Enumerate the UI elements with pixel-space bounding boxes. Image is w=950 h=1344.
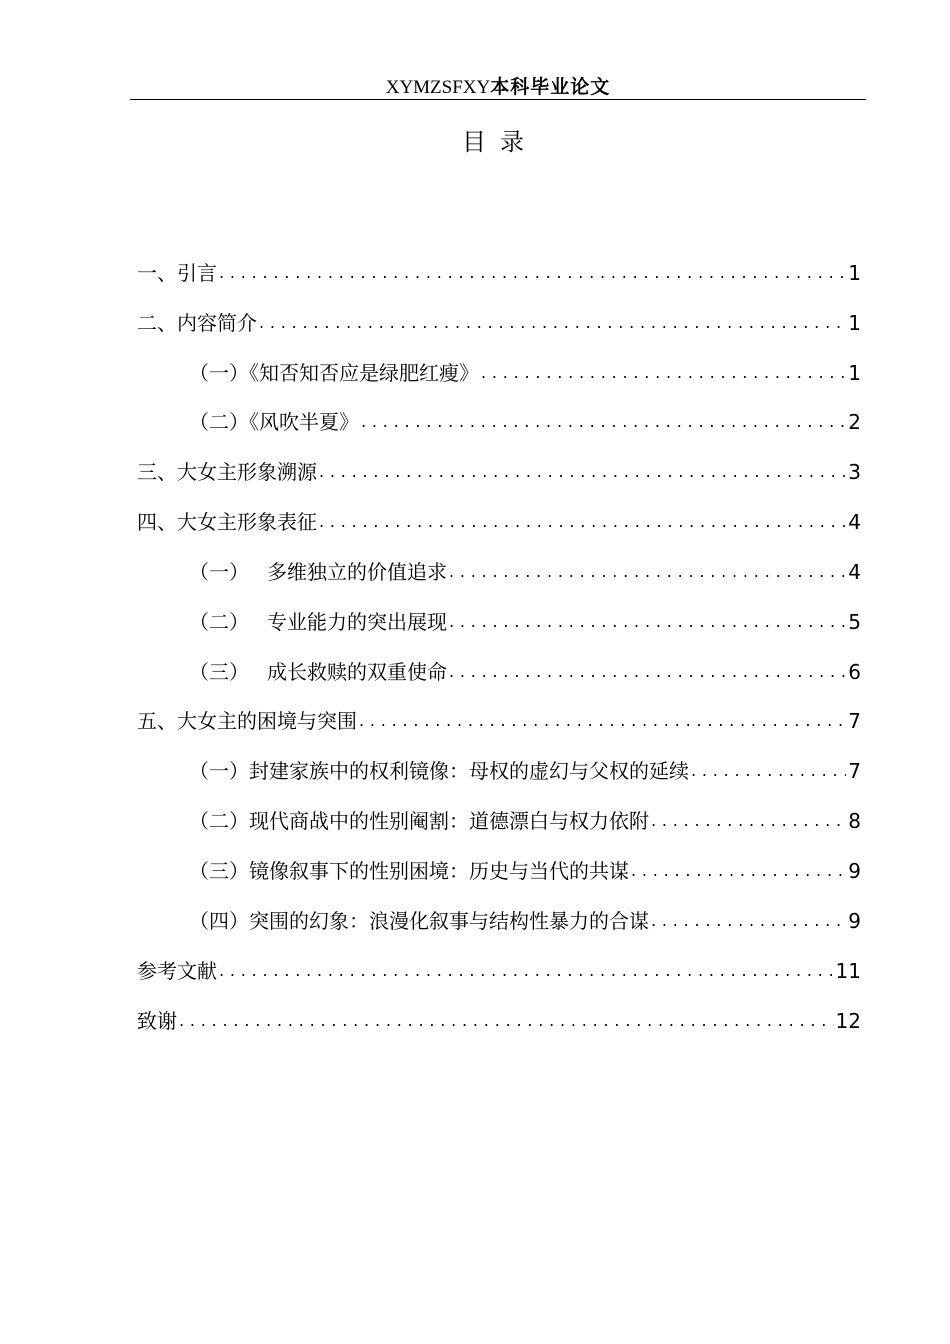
toc-entry[interactable] — [137, 733, 861, 783]
toc-leader — [319, 460, 846, 484]
toc-leader — [449, 610, 846, 634]
toc-entry-label: （四）突围的幻象：浪漫化叙事与结构性暴力的合谋 — [189, 908, 649, 933]
toc-entry-page: 6 — [848, 659, 861, 684]
toc-entry-label: 专业能力的突出展现 — [267, 609, 447, 634]
toc-entry-label: （一）封建家族中的权利镜像：母权的虚幻与父权的延续 — [189, 759, 689, 784]
toc-entry-page: 5 — [848, 609, 861, 634]
toc-entry[interactable] — [137, 235, 861, 285]
toc-leader — [319, 510, 846, 534]
toc-entry[interactable] — [137, 584, 861, 634]
running-header — [130, 74, 866, 100]
toc-entry-page: 1 — [848, 260, 861, 285]
toc-leader — [481, 361, 846, 385]
header-rule — [130, 99, 866, 100]
toc-entry[interactable] — [137, 983, 861, 1033]
toc-entry-page: 7 — [848, 709, 861, 734]
toc-entry[interactable] — [137, 335, 861, 385]
toc-entry-label: （三）镜像叙事下的性别困境：历史与当代的共谋 — [189, 858, 629, 883]
toc-entry-label: 二、内容简介 — [137, 310, 257, 335]
toc-entry[interactable] — [137, 634, 861, 684]
toc-leader — [361, 410, 846, 434]
toc-entry[interactable] — [137, 285, 861, 335]
toc-entry-label: 四、大女主形象表征 — [137, 510, 317, 535]
toc-entry-prefix: （一） — [189, 559, 249, 584]
toc-leader — [219, 261, 846, 285]
header-chinese: 本科毕业论文 — [490, 76, 611, 98]
toc-entry-page: 3 — [848, 460, 861, 485]
toc-entry-label: （一）《知否知否应是绿肥红瘦》 — [189, 360, 479, 385]
toc-leader — [219, 959, 834, 983]
toc-leader — [449, 560, 846, 584]
toc-entry-page: 4 — [848, 559, 861, 584]
toc-entry[interactable] — [137, 434, 861, 484]
toc-entry-page: 1 — [848, 310, 861, 335]
toc-entry-page: 9 — [848, 858, 861, 883]
toc-entry-label: 五、大女主的困境与突围 — [137, 709, 357, 734]
page-title: 目录 — [462, 128, 538, 156]
toc-entry-page: 9 — [848, 908, 861, 933]
toc-entry-page: 12 — [835, 1008, 861, 1033]
toc-entry[interactable] — [137, 534, 861, 584]
toc-entry[interactable] — [137, 385, 861, 435]
toc-entry-page: 2 — [848, 410, 861, 435]
toc-entry-label: 致谢 — [137, 1008, 177, 1033]
toc-entry-label: 参考文献 — [137, 958, 217, 983]
toc-entry-page: 4 — [848, 510, 861, 535]
toc-leader — [259, 311, 846, 335]
toc-leader — [651, 809, 846, 833]
toc-leader — [651, 909, 846, 933]
toc-leader — [359, 709, 846, 733]
toc-entry-page: 11 — [835, 958, 861, 983]
header-latin: XYMZSFXY — [385, 77, 491, 98]
table-of-contents — [137, 235, 861, 1033]
toc-leader — [631, 859, 846, 883]
toc-entry-prefix: （三） — [189, 659, 249, 684]
toc-entry-page: 8 — [848, 809, 861, 834]
toc-entry-page: 7 — [848, 759, 861, 784]
toc-entry[interactable] — [137, 484, 861, 534]
toc-entry-label: 多维独立的价值追求 — [267, 559, 447, 584]
toc-leader — [691, 759, 846, 783]
toc-entry-label: （二）现代商战中的性别阉割：道德漂白与权力依附 — [189, 809, 649, 834]
toc-entry[interactable] — [137, 933, 861, 983]
toc-entry-page: 1 — [848, 360, 861, 385]
toc-entry-label: （二）《风吹半夏》 — [189, 410, 359, 435]
toc-entry[interactable] — [137, 833, 861, 883]
toc-entry-prefix: （二） — [189, 609, 249, 634]
toc-entry[interactable] — [137, 684, 861, 734]
toc-entry-label: 一、引言 — [137, 260, 217, 285]
toc-entry[interactable] — [137, 783, 861, 833]
toc-entry[interactable] — [137, 883, 861, 933]
toc-entry-label: 成长救赎的双重使命 — [267, 659, 447, 684]
toc-leader — [449, 660, 846, 684]
toc-leader — [179, 1009, 834, 1033]
toc-entry-label: 三、大女主形象溯源 — [137, 460, 317, 485]
